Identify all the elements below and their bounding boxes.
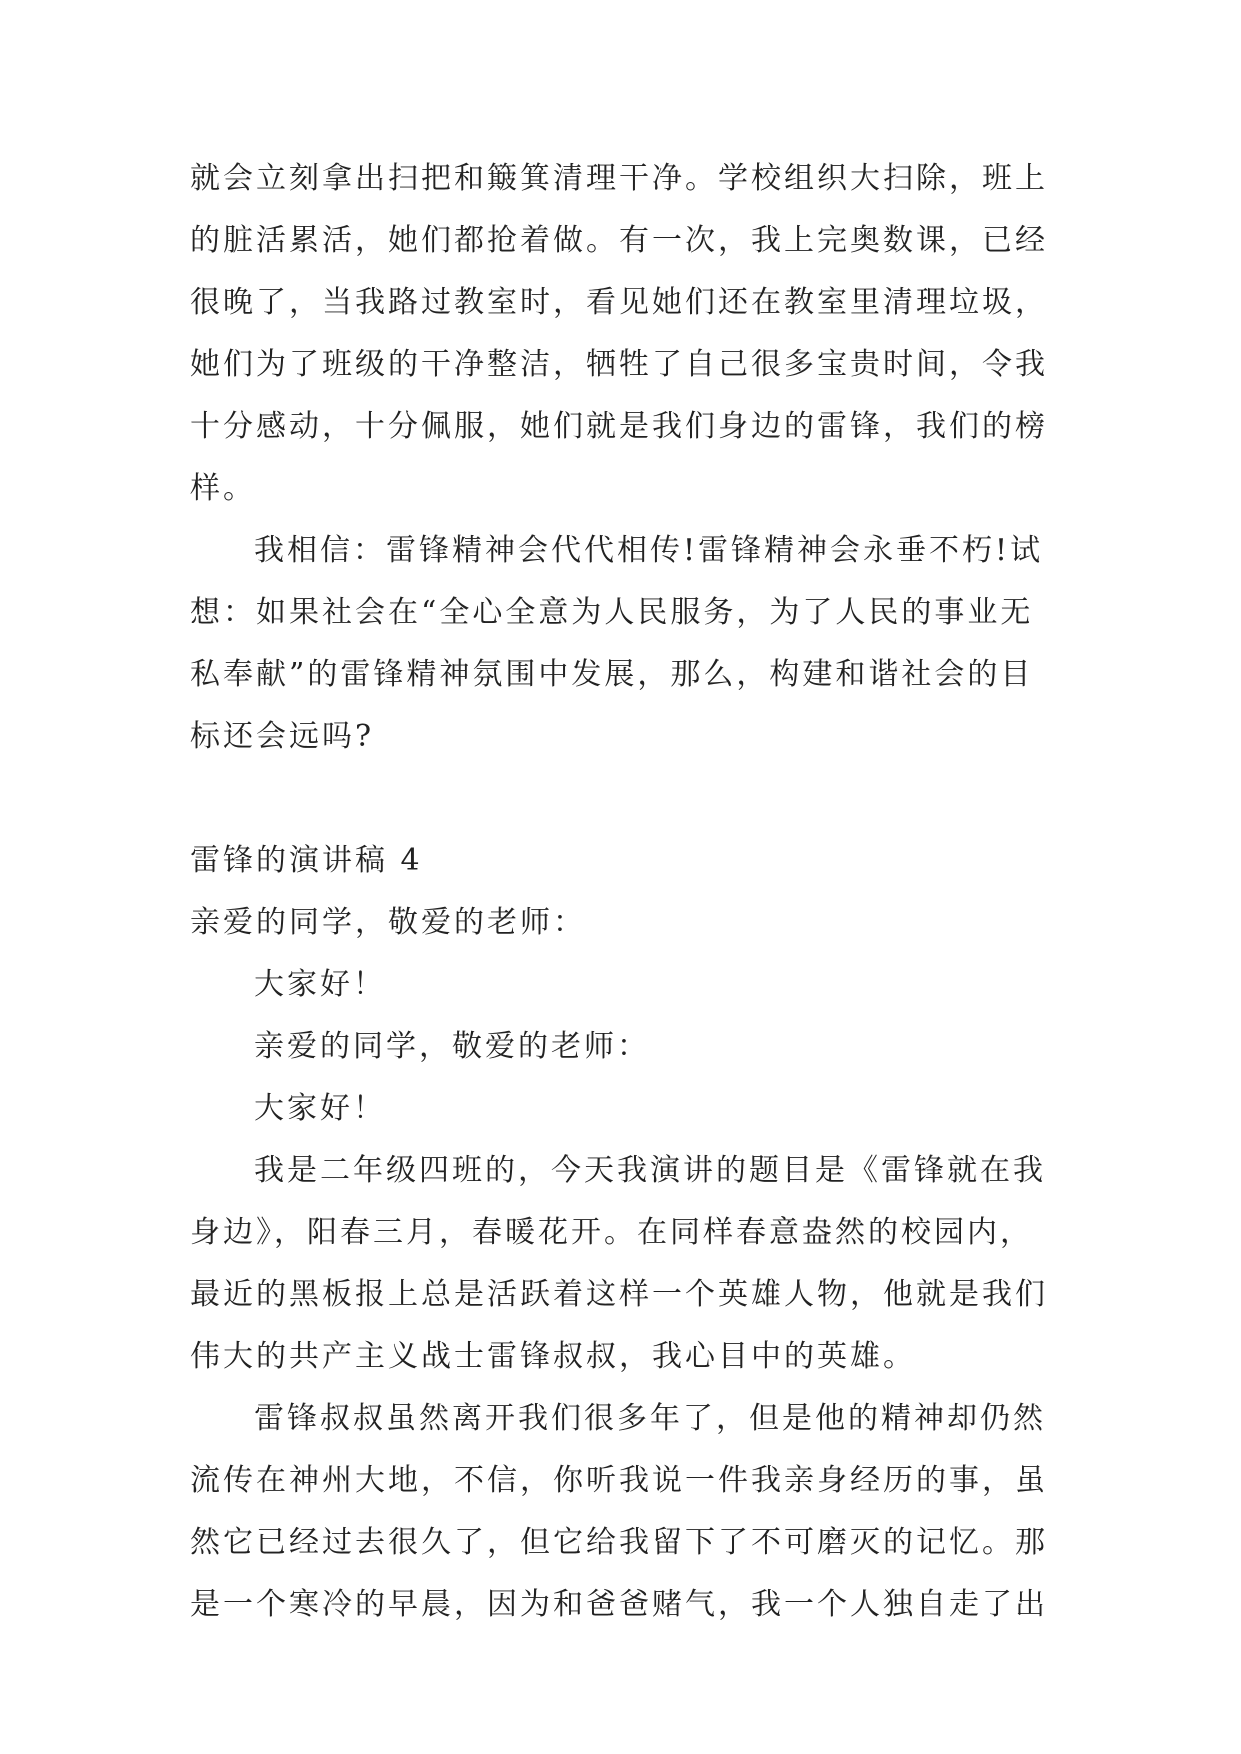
paragraph — [190, 1388, 1060, 1636]
text-line: 标还会远吗? — [190, 719, 375, 754]
text-line: 样。 — [190, 471, 256, 506]
greeting-repeat: 大家好！ — [254, 1091, 386, 1126]
text-line: 十分感动，十分佩服，她们就是我们身边的雷锋，我们的榜 — [190, 409, 1048, 444]
text-line: 的脏活累活，她们都抢着做。有一次，我上完奥数课，已经 — [190, 223, 1048, 258]
text-line: 想：如果社会在“全心全意为人民服务，为了人民的事业无 — [190, 595, 1034, 630]
salutation-repeat: 亲爱的同学，敬爱的老师： — [254, 1029, 650, 1064]
text-line: 我相信：雷锋精神会代代相传!雷锋精神会永垂不朽!试 — [254, 533, 1044, 568]
text-line: 身边》，阳春三月，春暖花开。在同样春意盎然的校园内， — [190, 1215, 1033, 1250]
paragraph — [190, 148, 1060, 520]
spacer — [190, 768, 1060, 830]
text-line: 就会立刻拿出扫把和簸箕清理干净。学校组织大扫除，班上 — [190, 161, 1048, 196]
text-line: 然它已经过去很久了，但它给我留下了不可磨灭的记忆。那 — [190, 1525, 1048, 1560]
paragraph — [190, 520, 1060, 768]
text-line: 雷锋叔叔虽然离开我们很多年了，但是他的精神却仍然 — [254, 1401, 1046, 1436]
text-line: 最近的黑板报上总是活跃着这样一个英雄人物，他就是我们 — [190, 1277, 1048, 1312]
text-line: 是一个寒冷的早晨，因为和爸爸赌气，我一个人独自走了出 — [190, 1587, 1048, 1622]
paragraph — [190, 1140, 1060, 1388]
text-line: 她们为了班级的干净整洁，牺牲了自己很多宝贵时间，令我 — [190, 347, 1048, 382]
text-line: 流传在神州大地，不信，你听我说一件我亲身经历的事，虽 — [190, 1463, 1048, 1498]
document-body — [190, 148, 1060, 1636]
greeting: 大家好！ — [254, 967, 386, 1002]
section-title: 雷锋的演讲稿 4 — [190, 843, 423, 878]
text-line: 我是二年级四班的，今天我演讲的题目是《雷锋就在我 — [254, 1153, 1046, 1188]
salutation: 亲爱的同学，敬爱的老师： — [190, 905, 586, 940]
text-line: 很晚了，当我路过教室时，看见她们还在教室里清理垃圾， — [190, 285, 1048, 320]
text-line: 伟大的共产主义战士雷锋叔叔，我心目中的英雄。 — [190, 1339, 916, 1374]
text-line: 私奉献”的雷锋精神氛围中发展，那么，构建和谐社会的目 — [190, 657, 1034, 692]
